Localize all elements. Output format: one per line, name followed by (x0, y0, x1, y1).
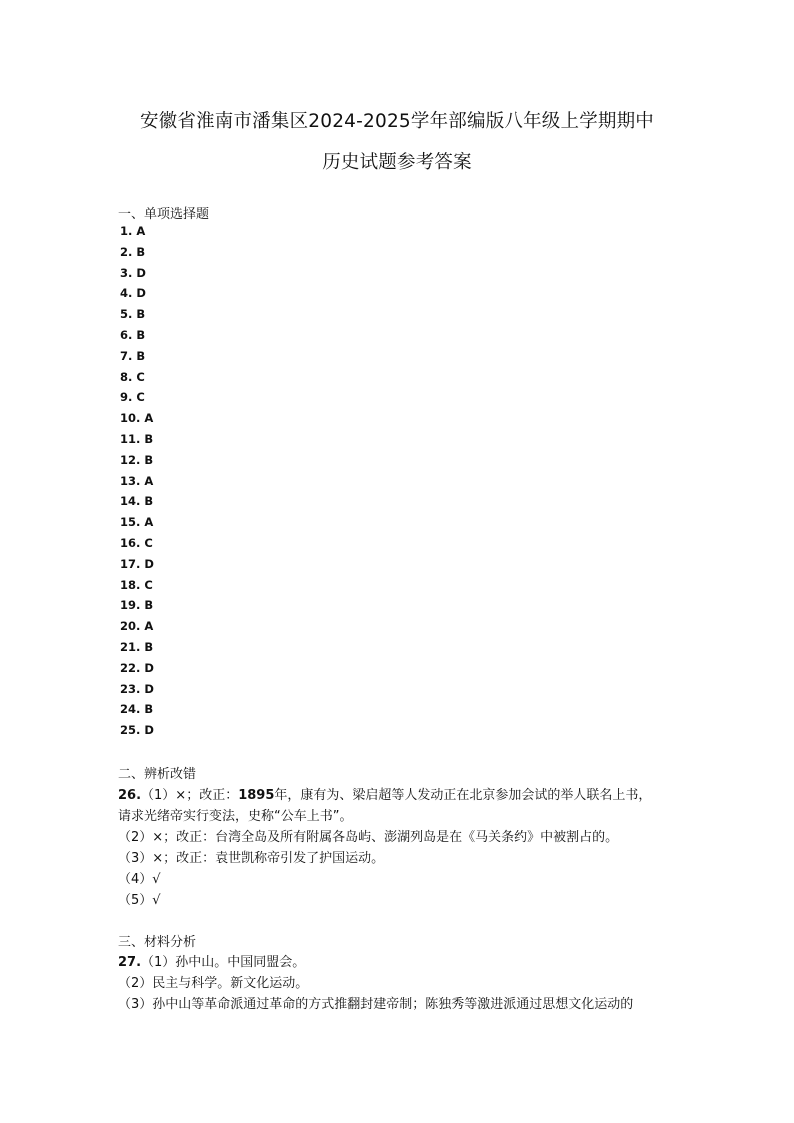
q27-part1-text: （1）孙中山。中国同盟会。 (141, 955, 306, 970)
document-title: 安徽省淮南市潘集区2024-2025学年部编版八年级上学期期中 (139, 111, 655, 132)
q26-year: 1895 (238, 788, 275, 803)
answer-item: 18. C (120, 577, 153, 592)
answer-item: 19. B (120, 598, 154, 613)
answer-item: 7. B (120, 348, 146, 363)
answer-item: 9. C (120, 390, 145, 405)
answer-item: 14. B (120, 494, 154, 509)
answer-item: 10. A (120, 411, 154, 426)
q26-part5: （5）√ (118, 893, 161, 908)
answer-item: 17. D (120, 556, 154, 571)
q27-number: 27. (118, 955, 142, 970)
answer-item: 4. D (120, 286, 146, 301)
answer-item: 6. B (120, 328, 146, 342)
section-heading-multiple-choice: 一、单项选择题 (118, 207, 210, 222)
document-subtitle: 历史试题参考答案 (322, 152, 472, 173)
answer-item: 2. B (120, 244, 146, 259)
q27-part1 (118, 951, 305, 970)
section-heading-material-analysis: 三、材料分析 (118, 935, 197, 950)
answer-item: 24. B (120, 702, 154, 717)
q26-part1-text: 年，康有为、梁启超等人发动正在北京参加会试的举人联名上书， (274, 788, 652, 803)
q27-part3: （3）孙中山等革命派通过革命的方式推翻封建帝制；陈独秀等激进派通过思想文化运动的 (118, 997, 634, 1012)
q27-part2: （2）民主与科学。新文化运动。 (118, 976, 309, 991)
answer-item: 5. B (120, 307, 146, 322)
q26-number: 26. (118, 788, 142, 803)
q26-part3: （3）×；改正：袁世凯称帝引发了护国运动。 (118, 851, 385, 866)
answer-item: 13. A (120, 473, 154, 488)
section-heading-correction: 二、辨析改错 (118, 767, 197, 782)
answer-item: 1. A (120, 224, 146, 238)
answer-item: 21. B (120, 640, 154, 654)
answer-item: 22. D (120, 660, 154, 675)
answer-item: 25. D (120, 723, 154, 738)
answer-item: 20. A (120, 619, 154, 634)
answer-item: 3. D (120, 265, 146, 280)
answer-item: 8. C (120, 369, 145, 384)
answer-item: 11. B (120, 432, 154, 446)
answer-item: 15. A (120, 515, 154, 530)
q26-part1 (118, 784, 651, 803)
answer-item: 16. C (120, 536, 153, 550)
answer-item: 12. B (120, 452, 154, 467)
q26-part2: （2）×；改正：台湾全岛及所有附属各岛屿、澎湖列岛是在《马关条约》中被割占的。 (118, 830, 619, 845)
q26-part1-continued: 请求光绪帝实行变法，史称“公车上书”。 (118, 809, 353, 824)
q26-part4: （4）√ (118, 872, 161, 887)
q26-part1-label: （1）×；改正： (141, 788, 239, 803)
answer-item: 23. D (120, 681, 154, 696)
